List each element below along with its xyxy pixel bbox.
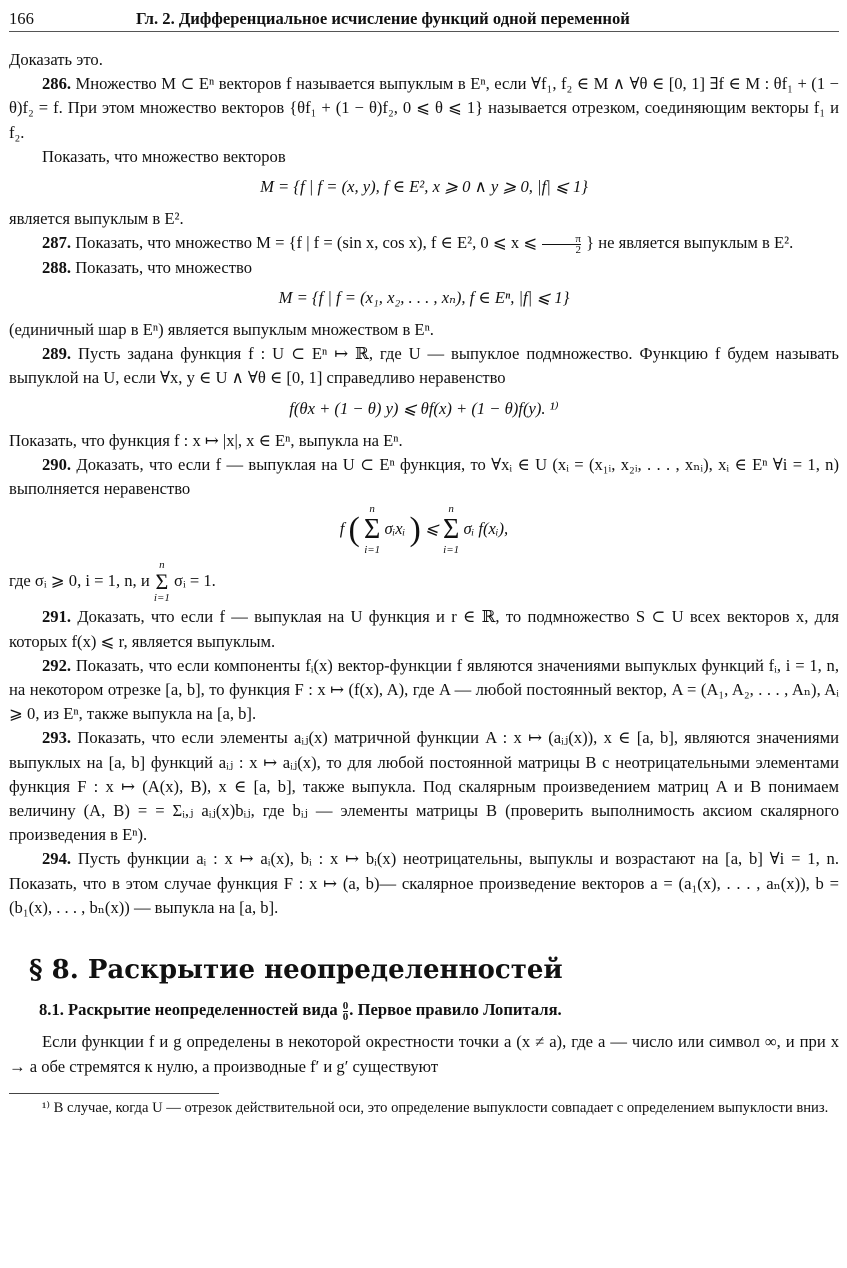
subsection-title: 8.1. Раскрытие неопределенностей вида $\frac{0}{0}$ . Первое правило Лопиталя. <box>39 999 562 1023</box>
problem-number: 294. <box>42 849 72 869</box>
equation-289: f(θx + (1 − θ) y) ⩽ θf(x) + (1 − θ)f(y). ¹⁾ <box>289 398 559 418</box>
problem-number: 293. <box>42 728 72 748</box>
problem-286-conclusion: является выпуклым в E². <box>9 209 184 229</box>
problem-text-end: } не является выпуклым в E². <box>586 233 794 253</box>
running-header <box>9 7 839 32</box>
problem-text: Показать, что если элементы aᵢⱼ(x) матричной функции A : x ↦ (aᵢⱼ(x)), x ∈ [a, b], являются значениями выпуклых на [a, b] функций aᵢⱼ : x ↦ aᵢⱼ(x), то для любой постоянной матрицы B с неотрицательными элементами функция F : x ↦ (A(x), B), x ∈ [a, b], также выпукла. Под скалярным произведением матриц A и B понимаем величину (A, B) = = Σᵢ,ⱼ aᵢⱼ(x)bᵢⱼ, где bᵢⱼ — элементы матрицы B (проверить выполнимость аксиом скалярного произведения в Eⁿ). <box>9 728 840 845</box>
problem-text: Показать, что если компоненты fᵢ(x) вектор-функции f являются значениями выпуклых функций fᵢ, i = 1, n, на некотором отрезке [a, b], то функция F : x ↦ (f(x), A), где A — любой постоянный вектор, A = (A₁, A₂, . . . , Aₙ), Aᵢ ⩾ 0, из Eⁿ, также выпукла на [a, b]. <box>9 655 839 724</box>
problem-text: Доказать, что если f — выпуклая на U функция и r ∈ ℝ, то подмножество S ⊂ U всех векторов x, для которых f(x) ⩽ r, является выпуклым. <box>9 607 839 651</box>
problem-291 <box>9 605 839 653</box>
section-title: § 8. Раскрытие неопределенностей <box>29 955 563 986</box>
problem-text: Показать, что множество <box>75 257 253 277</box>
problem-text: Пусть функции aᵢ : x ↦ aᵢ(x), bᵢ : x ↦ bᵢ(x) неотрицательны, выпуклы и возрастают на [a, b] ∀i = 1, n. Показать, что в этом случае функция F : x ↦ (a, b)— скалярное произведение векторов a = (a₁(x), . . . , aₙ(x)), b = (b₁(x), . . . , bₙ(x)) — выпукла на [a, b]. <box>9 849 840 917</box>
problem-289-conclusion: Показать, что функция f : x ↦ |x|, x ∈ Eⁿ, выпукла на Eⁿ. <box>9 430 403 450</box>
sum-symbol: n Σ i=1 <box>443 503 460 557</box>
page-number: 166 <box>9 9 34 28</box>
equation-286: M = {f | f = (x, y), f ∈ E², x ⩾ 0 ∧ y ⩾ 0, |f| ⩽ 1} <box>260 177 588 197</box>
problem-text: Множество M ⊂ Eⁿ векторов f называется выпуклым в Eⁿ, если ∀f₁, f₂ ∈ M ∧ ∀θ ∈ [0, 1] ∃f ∈ M : θf₁ + (1 − θ)f₂ = f. При этом множество векторов {θf₁ + (1 − θ)f₂, 0 ⩽ θ ⩽ 1} называется отрезком, соединяющим векторы f₁ и f₂. <box>9 74 839 142</box>
footnote: ¹⁾ В случае, когда U — отрезок действительной оси, это определение выпуклости совпадает с определением выпуклости вниз. <box>42 1099 829 1116</box>
problem-text: Доказать, что если f — выпуклая на U ⊂ Eⁿ функция, то ∀xᵢ ∈ U (xᵢ = (x₁ᵢ, x₂ᵢ, . . . , xₙᵢ), xᵢ ∈ Eⁿ ∀i = 1, n) выполняется неравенство <box>9 455 840 499</box>
problem-text: Пусть задана функция f : U ⊂ Eⁿ ↦ ℝ, где U — выпуклое подмножество. Функцию f будем называть выпуклой на U, если ∀x, y ∈ U ∧ ∀θ ∈ [0, 1] справедливо неравенство <box>9 344 839 388</box>
problem-288-conclusion: (единичный шар в Eⁿ) является выпуклым множеством в Eⁿ. <box>9 320 434 340</box>
section-body: Если функции f и g определены в некоторой окрестности точки a (x ≠ a), где a — число или символ ∞, и при x → a обе стремятся к нулю, а производные f′ и g′ существуют <box>9 1032 839 1076</box>
problem-289 <box>9 342 839 390</box>
intro-line: Доказать это. <box>9 50 103 69</box>
book-page <box>9 7 839 1118</box>
fraction-pi-over-2: $\frac{\pi}{2}$ <box>542 234 581 255</box>
problem-text: Показать, что множество M = {f | f = (sin x, cos x), f ∈ E², 0 ⩽ x ⩽ <box>75 233 538 253</box>
problem-292 <box>9 654 839 727</box>
fraction-zero-over-zero: $\frac{0}{0}$ <box>342 999 349 1023</box>
problem-287 <box>9 231 839 255</box>
problem-number: 291. <box>42 607 72 627</box>
problem-number: 288. <box>42 257 72 277</box>
problem-286 <box>9 72 839 145</box>
equation-290: f ( n Σ i=1 σᵢxᵢ ) ⩽ n Σ i=1 σᵢ f(xᵢ), <box>339 503 509 557</box>
problem-number: 287. <box>42 233 72 253</box>
problem-290 <box>9 453 839 501</box>
sum-symbol: n Σ i=1 <box>153 559 170 605</box>
problem-number: 290. <box>42 455 72 475</box>
problem-294 <box>9 847 839 920</box>
problem-288 <box>9 256 839 280</box>
problem-286-show: Показать, что множество векторов <box>42 146 286 166</box>
chapter-title: Гл. 2. Дифференциальное исчисление функций одной переменной <box>136 9 630 28</box>
problem-number: 292. <box>42 655 72 675</box>
sum-symbol: n Σ i=1 <box>364 503 381 557</box>
problem-293 <box>9 726 839 847</box>
problem-290-conclusion: где σᵢ ⩾ 0, i = 1, n, и n Σ i=1 σᵢ = 1. <box>9 559 216 605</box>
problem-number: 289. <box>42 344 72 364</box>
equation-288: M = {f | f = (x₁, x₂, . . . , xₙ), f ∈ Eⁿ, |f| ⩽ 1} <box>278 287 570 307</box>
problem-number: 286. <box>42 74 72 94</box>
footnote-divider <box>9 1093 219 1094</box>
